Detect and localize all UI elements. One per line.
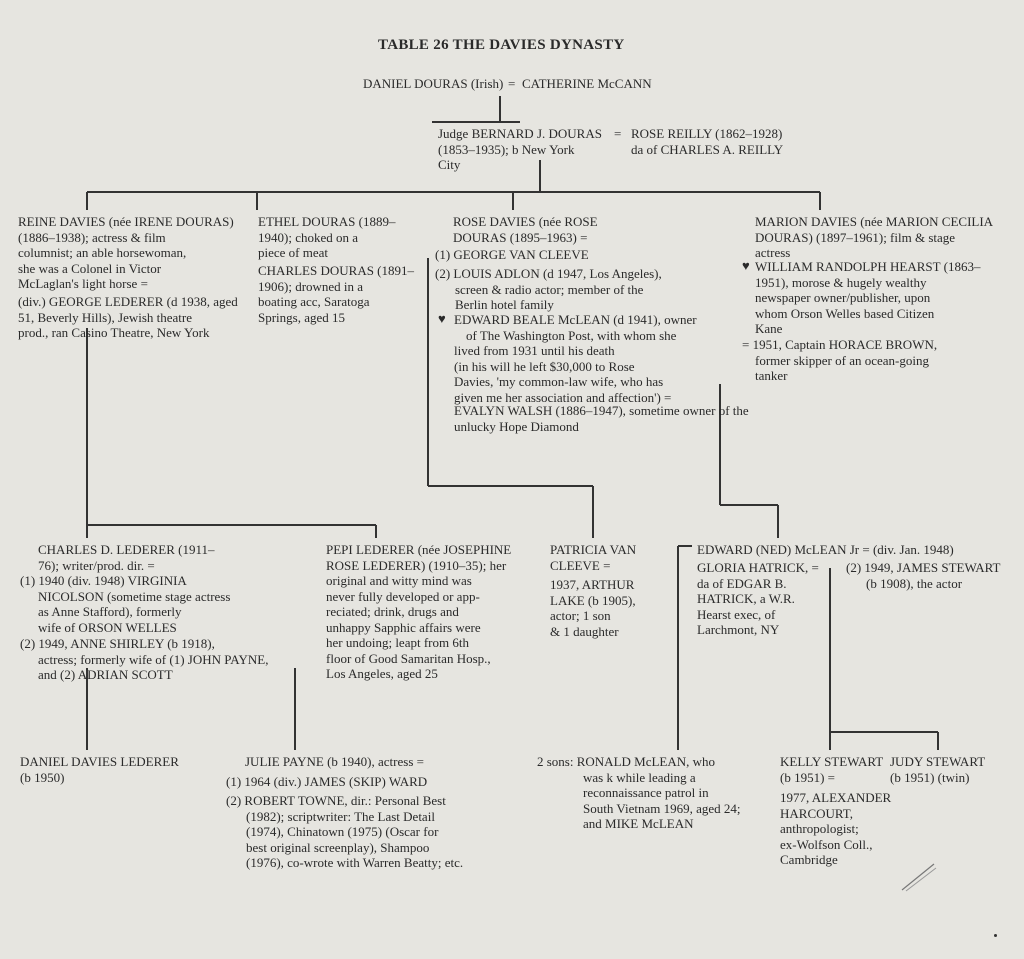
- charles-douras-line: boating acc, Saratoga: [258, 294, 370, 309]
- horace-brown: [742, 337, 937, 384]
- gen1-mother: CATHERINE McCANN: [522, 76, 652, 91]
- robert-towne-line: best original screenplay), Shampoo: [246, 839, 430, 855]
- charles-d-lederer: [38, 542, 214, 573]
- marion-line: MARION DAVIES (née MARION CECILIA: [755, 214, 994, 229]
- edward-mclean-line: of The Washington Post, with whom she: [466, 327, 677, 343]
- george-lederer-line: 51, Beverly Hills), Jewish theatre: [18, 309, 193, 325]
- virginia-line: as Anne Stafford), formerly: [38, 604, 182, 619]
- pepi-lederer: [326, 542, 511, 682]
- edward-mclean-line: (in his will he left $30,000 to Rose: [454, 358, 635, 374]
- gen1-eq: =: [508, 76, 516, 91]
- james-stewart-line: (b 1908), the actor: [866, 575, 963, 591]
- edward-mclean-line: EDWARD BEALE McLEAN (d 1941), owner: [454, 312, 697, 327]
- kelly-line: Cambridge: [780, 852, 838, 867]
- patricia-van-cleeve: [550, 542, 636, 639]
- horace-brown-line: tanker: [755, 368, 788, 383]
- virginia-line: wife of ORSON WELLES: [38, 619, 177, 635]
- louis-adlon: [435, 266, 662, 313]
- pepi-line: reciated; drink, drugs and: [326, 604, 459, 619]
- anne-shirley: [20, 636, 268, 683]
- hearst-line: Kane: [755, 321, 783, 336]
- marion-line: DOURAS) (1897–1961); film & stage: [755, 229, 956, 245]
- robert-towne-line: (1976), co-wrote with Warren Beatty; etc.: [246, 855, 464, 870]
- marion-davies: [755, 214, 993, 261]
- heart-icon: ♥: [438, 311, 446, 326]
- judy-line: JUDY STEWART: [890, 754, 986, 769]
- gen2-mother: [631, 126, 783, 157]
- kelly-line: anthropologist;: [780, 821, 859, 836]
- daniel-line: DANIEL DAVIES LEDERER: [20, 754, 179, 769]
- george-van-cleeve: (1) GEORGE VAN CLEEVE: [435, 247, 589, 262]
- mclean-sons: [537, 754, 741, 832]
- rose-line: DOURAS (1895–1963) =: [453, 229, 588, 245]
- pencil-mark: [900, 858, 940, 894]
- george-lederer: [18, 294, 238, 341]
- sons-line: reconnaissance patrol in: [583, 785, 709, 800]
- pepi-line: PEPI LEDERER (née JOSEPHINE: [326, 542, 512, 557]
- evalyn-walsh: [454, 403, 749, 434]
- anne-shirley-line: and (2) ADRIAN SCOTT: [38, 667, 173, 682]
- robert-towne-line: (2) ROBERT TOWNE, dir.: Personal Best: [226, 793, 446, 808]
- julie-payne: [245, 754, 424, 770]
- ethel-line: piece of meat: [258, 245, 329, 260]
- anne-shirley-line: actress; formerly wife of (1) JOHN PAYNE,: [38, 651, 269, 667]
- gen2-eq: =: [614, 126, 622, 141]
- patricia-line: LAKE (b 1905),: [550, 592, 636, 608]
- julie-line: JULIE PAYNE (b 1940), actress =: [245, 754, 424, 769]
- evalyn-line: EVALYN WALSH (1886–1947), sometime owner of the: [454, 403, 749, 418]
- gen2-father-line: City: [438, 157, 461, 172]
- robert-towne: [226, 793, 463, 871]
- heart-icon: ♥: [742, 258, 750, 273]
- pepi-line: never fully developed or app-: [326, 588, 480, 604]
- pepi-line: her undoing; leapt from 6th: [326, 635, 469, 650]
- hearst-line: newspaper owner/publisher, upon: [755, 290, 931, 305]
- gloria-line: Larchmont, NY: [697, 622, 780, 637]
- gloria-hatrick: [697, 560, 819, 638]
- edward-mclean-line: given me her association and affection') =: [454, 389, 672, 405]
- daniel-davies-lederer: [20, 754, 179, 785]
- pepi-line: unhappy Sapphic affairs were: [326, 619, 481, 635]
- gloria-line: GLORIA HATRICK, =: [697, 560, 819, 575]
- patricia-line: CLEEVE =: [550, 557, 611, 573]
- james-stewart-line: (2) 1949, JAMES STEWART: [846, 560, 1001, 575]
- pepi-line: original and witty mind was: [326, 573, 472, 588]
- evalyn-line: unlucky Hope Diamond: [454, 418, 579, 434]
- charles-lederer-line: 76); writer/prod. dir. =: [38, 557, 155, 573]
- james-stewart: [846, 560, 1001, 591]
- louis-adlon-line: screen & radio actor; member of the: [455, 281, 644, 297]
- patricia-line: & 1 daughter: [550, 623, 619, 639]
- kelly-stewart: [780, 754, 891, 868]
- edward-mclean-line: lived from 1931 until his death: [454, 343, 615, 358]
- edward-mclean-jr: EDWARD (NED) McLEAN Jr = (div. Jan. 1948): [697, 542, 954, 557]
- reine-line: McLaglan's light horse =: [18, 276, 148, 291]
- gloria-line: HATRICK, a W.R.: [697, 591, 795, 606]
- virginia-nicolson: [20, 573, 230, 635]
- pepi-line: floor of Good Samaritan Hosp.,: [326, 650, 491, 666]
- ethel-line: 1940); choked on a: [258, 229, 359, 245]
- table-title: TABLE 26 THE DAVIES DYNASTY: [378, 37, 625, 53]
- kelly-line: ex-Wolfson Coll.,: [780, 836, 873, 852]
- judy-stewart: [890, 754, 985, 785]
- gen2-father-line: (1853–1935); b New York: [438, 141, 575, 157]
- sons-line: 2 sons: RONALD McLEAN, who: [537, 754, 716, 769]
- sons-line: was k while leading a: [583, 769, 696, 785]
- charles-douras-line: CHARLES DOURAS (1891–: [258, 263, 415, 278]
- edward-mclean-line: Davies, 'my common-law wife, who has: [454, 374, 664, 389]
- charles-lederer-line: CHARLES D. LEDERER (1911–: [38, 542, 215, 557]
- patricia-line: actor; 1 son: [550, 608, 611, 623]
- hearst-line: whom Orson Welles based Citizen: [755, 305, 935, 321]
- pepi-line: ROSE LEDERER) (1910–35); her: [326, 557, 507, 573]
- gen2-father: [438, 126, 602, 173]
- pepi-line: Los Angeles, aged 25: [326, 666, 438, 681]
- gen1-father: DANIEL DOURAS (Irish): [363, 76, 504, 91]
- horace-brown-line: former skipper of an ocean-going: [755, 352, 929, 368]
- charles-douras-line: Springs, aged 15: [258, 309, 346, 325]
- edward-beale-mclean: [454, 312, 697, 405]
- rose-davies: [453, 214, 598, 245]
- horace-brown-line: = 1951, Captain HORACE BROWN,: [742, 337, 938, 352]
- marion-line: actress: [755, 245, 791, 260]
- reine-line: (1886–1938); actress & film: [18, 229, 166, 245]
- reine-line: columnist; an able horsewoman,: [18, 245, 187, 260]
- virginia-line: (1) 1940 (div. 1948) VIRGINIA: [20, 573, 187, 588]
- dot-mark: [994, 934, 997, 937]
- robert-towne-line: (1982); scriptwriter: The Last Detail: [246, 808, 435, 824]
- kelly-line: KELLY STEWART: [780, 754, 884, 769]
- patricia-line: PATRICIA VAN: [550, 542, 637, 557]
- daniel-line: (b 1950): [20, 769, 65, 785]
- hearst-line: 1951), morose & hugely wealthy: [755, 274, 927, 290]
- reine-line: she was a Colonel in Victor: [18, 260, 162, 276]
- gen2-mother-line: da of CHARLES A. REILLY: [631, 141, 784, 157]
- george-lederer-line: prod., ran Casino Theatre, New York: [18, 325, 210, 340]
- kelly-line: HARCOURT,: [780, 805, 854, 821]
- gen2-mother-line: ROSE REILLY (1862–1928): [631, 126, 783, 141]
- patricia-line: 1937, ARTHUR: [550, 577, 635, 592]
- robert-towne-line: (1974), Chinatown (1975) (Oscar for: [246, 824, 439, 839]
- kelly-line: (b 1951) =: [780, 769, 835, 785]
- sons-line: South Vietnam 1969, aged 24;: [583, 800, 741, 816]
- anne-shirley-line: (2) 1949, ANNE SHIRLEY (b 1918),: [20, 636, 215, 651]
- william-randolph-hearst: [755, 259, 980, 337]
- charles-douras: [258, 263, 414, 325]
- kelly-line: 1977, ALEXANDER: [780, 790, 892, 805]
- louis-adlon-line: Berlin hotel family: [455, 297, 554, 312]
- louis-adlon-line: (2) LOUIS ADLON (d 1947, Los Angeles),: [435, 266, 662, 281]
- ethel-douras: [258, 214, 395, 261]
- reine-line: REINE DAVIES (née IRENE DOURAS): [18, 214, 234, 229]
- reine-davies: [18, 214, 234, 292]
- rose-line: ROSE DAVIES (née ROSE: [453, 214, 598, 229]
- gloria-line: da of EDGAR B.: [697, 575, 787, 591]
- ethel-line: ETHEL DOURAS (1889–: [258, 214, 396, 229]
- gloria-line: Hearst exec, of: [697, 606, 776, 622]
- judy-line: (b 1951) (twin): [890, 769, 970, 785]
- charles-douras-line: 1906); drowned in a: [258, 278, 364, 294]
- virginia-line: NICOLSON (sometime stage actress: [38, 588, 231, 604]
- gen2-father-line: Judge BERNARD J. DOURAS: [438, 126, 602, 141]
- george-lederer-line: (div.) GEORGE LEDERER (d 1938, aged: [18, 294, 238, 309]
- james-skip-ward: (1) 1964 (div.) JAMES (SKIP) WARD: [226, 774, 428, 789]
- sons-line: and MIKE McLEAN: [583, 816, 694, 831]
- hearst-line: WILLIAM RANDOLPH HEARST (1863–: [755, 259, 981, 274]
